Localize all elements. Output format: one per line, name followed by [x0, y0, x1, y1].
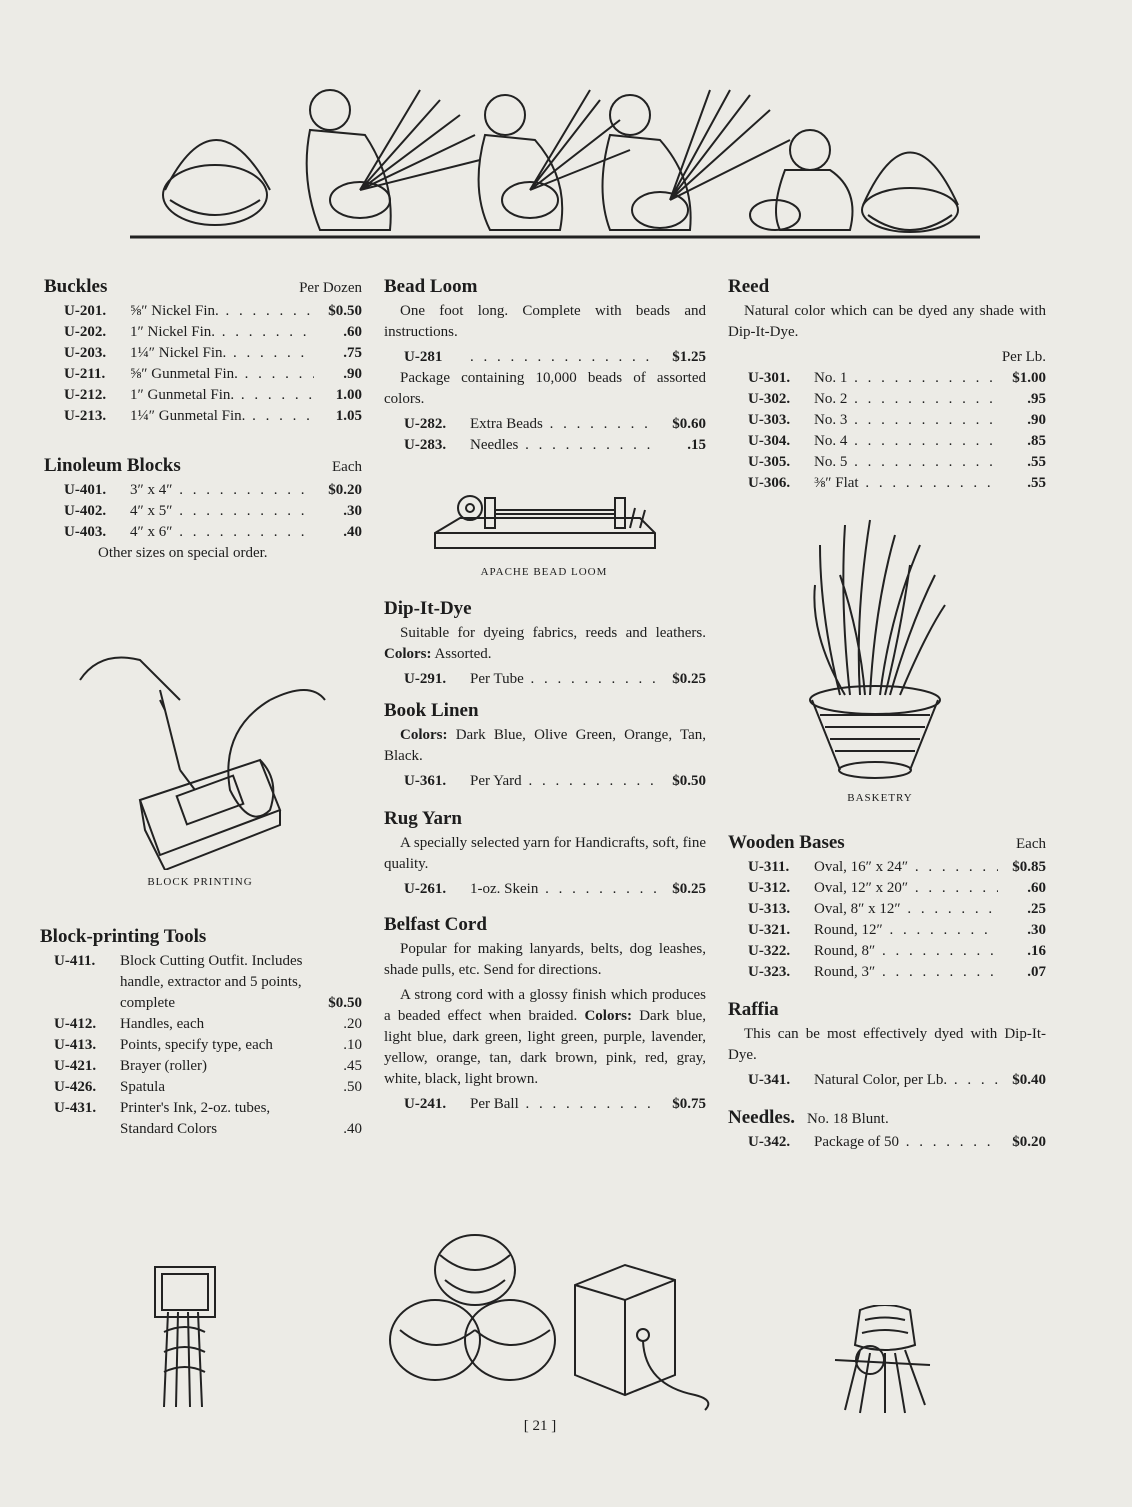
- list-item: [40, 951, 362, 1014]
- list-item: [40, 1056, 362, 1077]
- item-price: 1.05: [335, 408, 362, 424]
- item-code: U-203.: [64, 345, 107, 361]
- item-code: U-303.: [748, 412, 791, 428]
- tools-title: Block-printing Tools: [40, 926, 207, 947]
- item-desc: 1″ Gunmetal Fin. . . .: [130, 385, 314, 406]
- list-item: [40, 1014, 362, 1035]
- list-item: [44, 322, 362, 343]
- bead-loom-caption: APACHE BEAD LOOM: [480, 566, 608, 578]
- item-price: .30: [343, 503, 362, 519]
- book-linen-heading: [384, 700, 706, 722]
- list-item: [728, 389, 1046, 410]
- item-code: U-305.: [748, 454, 791, 470]
- item-price: .55: [1027, 475, 1046, 491]
- item-desc: 1-oz. Skein . . .: [470, 879, 658, 900]
- item-desc: Extra Beads . . .: [470, 414, 658, 435]
- rug-yarn-title: Rug Yarn: [384, 808, 462, 829]
- bead-loom-illustration: [430, 488, 660, 558]
- raffia-title: Raffia: [728, 999, 779, 1020]
- item-price: $0.85: [1012, 859, 1046, 875]
- wooden-list: [728, 857, 1046, 983]
- item-price: .16: [1027, 943, 1046, 959]
- knotted-cord-illustration: [830, 1305, 940, 1415]
- dip-desc-text: Suitable for dyeing fabrics, reeds and leathers.: [400, 625, 706, 641]
- column-middle-lower: [384, 598, 706, 1115]
- belfast-desc2-text: A strong cord with a glossy finish which produces a beaded effect when braided.: [384, 987, 706, 1024]
- block-printing-illustration: [70, 640, 330, 870]
- reed-desc: Natural color which can be dyed any shade with Dip-It-Dye.: [728, 303, 1046, 340]
- item-price: $0.75: [672, 1096, 706, 1112]
- item-price: $0.25: [672, 671, 706, 687]
- item-desc: Package of 50 . . .: [814, 1132, 998, 1153]
- reed-heading: [728, 276, 1046, 298]
- item-price: .95: [1027, 391, 1046, 407]
- list-item: [40, 1098, 362, 1140]
- item-code: U-401.: [64, 482, 107, 498]
- item-price: $0.50: [328, 303, 362, 319]
- item-price: .30: [1027, 922, 1046, 938]
- item-code: U-213.: [64, 408, 107, 424]
- needles-title: Needles.: [728, 1107, 796, 1128]
- needles-subtitle: No. 18 Blunt.: [807, 1111, 889, 1127]
- list-item: [44, 406, 362, 427]
- item-desc: 4″ x 5″ . . .: [130, 501, 314, 522]
- item-desc: Needles . . .: [470, 435, 658, 456]
- linoleum-title: Linoleum Blocks: [44, 455, 181, 476]
- item-desc: [470, 347, 658, 368]
- belfast-colors-label: Colors:: [584, 1008, 632, 1024]
- item-price: $1.00: [1012, 370, 1046, 386]
- belfast-colors: Dark blue, light blue, dark green, light green, purple, lavender, yellow, orange, tan, dark brown, pink, red, gray, white, black, light brown.: [384, 1008, 707, 1087]
- item-desc: No. 5 . . .: [814, 452, 998, 473]
- rug-yarn-item: [384, 879, 706, 900]
- list-item: [40, 1035, 362, 1056]
- buckles-list: [44, 301, 362, 427]
- bead-loom-desc1: One foot long. Complete with beads and instructions.: [384, 303, 706, 340]
- rug-yarn-desc: A specially selected yarn for Handicrafts, soft, fine quality.: [384, 835, 706, 872]
- belfast-desc2: [384, 985, 706, 1090]
- list-item: [44, 501, 362, 522]
- book-linen-item: [384, 771, 706, 792]
- item-desc: 1″ Nickel Fin. . . .: [130, 322, 314, 343]
- item-code: U-431.: [54, 1100, 97, 1116]
- list-item: [44, 343, 362, 364]
- item-code: U-411.: [54, 953, 96, 969]
- item-desc: ⅝″ Gunmetal Fin. . . .: [130, 364, 314, 385]
- item-code: U-282.: [404, 416, 447, 432]
- item-desc: Spatula: [120, 1079, 165, 1095]
- item-desc: No. 3 . . .: [814, 410, 998, 431]
- item-price: $1.25: [672, 349, 706, 365]
- list-item: [728, 878, 1046, 899]
- tools-heading: [40, 926, 362, 948]
- item-price: .10: [343, 1037, 362, 1053]
- dip-item: [384, 669, 706, 690]
- belfast-title: Belfast Cord: [384, 914, 487, 935]
- item-code: U-261.: [404, 881, 447, 897]
- item-desc: Per Tube . . .: [470, 669, 658, 690]
- item-code: U-403.: [64, 524, 107, 540]
- list-item: [384, 414, 706, 435]
- item-desc: 4″ x 6″ . . .: [130, 522, 314, 543]
- item-price: $0.50: [672, 773, 706, 789]
- buckles-unit: Per Dozen: [299, 280, 362, 296]
- item-price: 1.00: [335, 387, 362, 403]
- list-item: [728, 452, 1046, 473]
- item-desc: Handles, each: [120, 1016, 205, 1032]
- item-desc: Brayer (roller): [120, 1058, 208, 1074]
- item-desc: Oval, 16″ x 24″ . . .: [814, 857, 998, 878]
- item-code: U-241.: [404, 1096, 447, 1112]
- item-price: .85: [1027, 433, 1046, 449]
- item-code: U-302.: [748, 391, 791, 407]
- item-price: .50: [343, 1079, 362, 1095]
- book-linen-desc: [384, 725, 706, 767]
- reed-title: Reed: [728, 276, 770, 297]
- reed-unit: Per Lb.: [1001, 349, 1046, 365]
- list-item: [728, 962, 1046, 983]
- item-price: .20: [343, 1016, 362, 1032]
- item-code: U-421.: [54, 1058, 97, 1074]
- column-left: [44, 276, 362, 564]
- buckles-heading: [44, 276, 362, 298]
- item-desc: Oval, 12″ x 20″ . . .: [814, 878, 998, 899]
- list-item: [728, 473, 1046, 494]
- item-price: $0.60: [672, 416, 706, 432]
- list-item: [728, 857, 1046, 878]
- belfast-desc1: Popular for making lanyards, belts, dog leashes, shade pulls, etc. Send for directions.: [384, 941, 706, 978]
- wooden-title: Wooden Bases: [728, 832, 845, 853]
- raffia-heading: [728, 999, 1046, 1021]
- item-desc: Natural Color, per Lb. . . .: [814, 1070, 998, 1091]
- buckles-title: Buckles: [44, 276, 108, 297]
- item-desc: No. 2 . . .: [814, 389, 998, 410]
- item-price: $0.50: [328, 995, 362, 1011]
- book-linen-title: Book Linen: [384, 700, 479, 721]
- item-desc: No. 1 . . .: [814, 368, 998, 389]
- item-price: $0.20: [328, 482, 362, 498]
- item-code: U-361.: [404, 773, 447, 789]
- needles-item: [728, 1132, 1046, 1153]
- belfast-item: [384, 1094, 706, 1115]
- item-code: U-402.: [64, 503, 107, 519]
- column-right: [728, 276, 1046, 494]
- book-linen-colors: Dark Blue, Olive Green, Orange, Tan, Black.: [384, 727, 707, 764]
- item-code: U-342.: [748, 1134, 791, 1150]
- list-item: [728, 920, 1046, 941]
- item-code: U-311.: [748, 859, 790, 875]
- linoleum-heading: [44, 455, 362, 477]
- book-linen-colors-label: Colors:: [400, 727, 448, 743]
- item-code: U-201.: [64, 303, 107, 319]
- rug-yarn-heading: [384, 808, 706, 830]
- tools-list: [40, 951, 362, 1140]
- item-desc: ⅝″ Nickel Fin. . . .: [130, 301, 314, 322]
- bead-loom-item: [384, 347, 706, 368]
- item-code: U-202.: [64, 324, 107, 340]
- linoleum-note: Other sizes on special order.: [98, 545, 268, 561]
- item-code: U-341.: [748, 1072, 791, 1088]
- item-price: $0.40: [1012, 1072, 1046, 1088]
- raffia-item: [728, 1070, 1046, 1091]
- column-right-lower: [728, 832, 1046, 1153]
- item-desc: Printer's Ink, 2-oz. tubes, Standard Colors: [120, 1100, 271, 1137]
- item-desc: ⅜″ Flat . . .: [814, 473, 998, 494]
- bead-loom-desc2: Package containing 10,000 beads of assorted colors.: [384, 370, 706, 407]
- linoleum-unit: Each: [332, 459, 362, 475]
- list-item: [40, 1077, 362, 1098]
- page-number: [ 21 ]: [523, 1418, 557, 1434]
- item-price: .90: [343, 366, 362, 382]
- item-desc: Round, 3″ . . .: [814, 962, 998, 983]
- item-price: .25: [1027, 901, 1046, 917]
- item-price: .75: [343, 345, 362, 361]
- list-item: [728, 368, 1046, 389]
- item-desc: Round, 12″ . . .: [814, 920, 998, 941]
- list-item: [728, 899, 1046, 920]
- bead-loom-title: Bead Loom: [384, 276, 478, 297]
- basket-weavers-illustration: [130, 80, 990, 245]
- dip-desc: [384, 623, 706, 665]
- item-code: U-321.: [748, 922, 791, 938]
- list-item: [384, 435, 706, 456]
- buckle-lanyard-illustration: [150, 1262, 220, 1412]
- item-code: U-313.: [748, 901, 791, 917]
- list-item: [44, 522, 362, 543]
- item-price: .55: [1027, 454, 1046, 470]
- dip-colors: Assorted.: [434, 646, 492, 662]
- item-code: U-211.: [64, 366, 106, 382]
- item-price: .07: [1027, 964, 1046, 980]
- basketry-caption: BASKETRY: [847, 792, 913, 804]
- item-desc: Per Ball . . .: [470, 1094, 658, 1115]
- item-desc: 3″ x 4″ . . .: [130, 480, 314, 501]
- bead-loom-heading: [384, 276, 706, 298]
- wooden-heading: [728, 832, 1046, 854]
- item-price: .40: [343, 1121, 362, 1137]
- item-code: U-291.: [404, 671, 447, 687]
- item-desc: 1¼″ Gunmetal Fin. . . .: [130, 406, 314, 427]
- item-price: .15: [687, 437, 706, 453]
- item-code: U-283.: [404, 437, 447, 453]
- item-price: .60: [343, 324, 362, 340]
- column-middle: [384, 276, 706, 456]
- item-code: U-301.: [748, 370, 791, 386]
- item-desc: Per Yard . . .: [470, 771, 658, 792]
- item-desc: Round, 8″ . . .: [814, 941, 998, 962]
- item-price: $0.20: [1012, 1134, 1046, 1150]
- dip-title: Dip-It-Dye: [384, 598, 472, 619]
- item-desc: Oval, 8″ x 12″ . . .: [814, 899, 998, 920]
- block-printing-caption: BLOCK PRINTING: [147, 876, 253, 888]
- item-code: U-323.: [748, 964, 791, 980]
- dip-colors-label: Colors:: [384, 646, 432, 662]
- needles-heading: [728, 1107, 1046, 1129]
- bead-loom-list: [384, 414, 706, 456]
- item-code: U-312.: [748, 880, 791, 896]
- item-code: U-281: [404, 349, 443, 365]
- list-item: [728, 410, 1046, 431]
- item-desc: Block Cutting Outfit. Includes handle, extractor and 5 points, complete: [120, 953, 303, 1011]
- item-price: .45: [343, 1058, 362, 1074]
- tools-section: [40, 926, 362, 1140]
- reed-list: [728, 368, 1046, 494]
- list-item: [728, 431, 1046, 452]
- item-code: U-212.: [64, 387, 107, 403]
- item-desc: Points, specify type, each: [120, 1037, 273, 1053]
- item-code: U-322.: [748, 943, 791, 959]
- basketry-illustration: [800, 515, 960, 785]
- wooden-unit: Each: [1016, 836, 1046, 852]
- item-price: $0.25: [672, 881, 706, 897]
- item-price: .60: [1027, 880, 1046, 896]
- dip-heading: [384, 598, 706, 620]
- item-code: U-412.: [54, 1016, 97, 1032]
- list-item: [44, 364, 362, 385]
- belfast-heading: [384, 914, 706, 936]
- linoleum-list: [44, 480, 362, 543]
- item-code: U-413.: [54, 1037, 97, 1053]
- item-desc: 1¼″ Nickel Fin. . . .: [130, 343, 314, 364]
- item-price: .40: [343, 524, 362, 540]
- item-code: U-426.: [54, 1079, 97, 1095]
- item-code: U-306.: [748, 475, 791, 491]
- item-price: .90: [1027, 412, 1046, 428]
- list-item: [44, 385, 362, 406]
- raffia-desc: This can be most effectively dyed with Dip-It-Dye.: [728, 1026, 1046, 1063]
- list-item: [44, 301, 362, 322]
- list-item: [728, 941, 1046, 962]
- cord-balls-illustration: [385, 1225, 715, 1415]
- list-item: [44, 480, 362, 501]
- item-code: U-304.: [748, 433, 791, 449]
- item-desc: No. 4 . . .: [814, 431, 998, 452]
